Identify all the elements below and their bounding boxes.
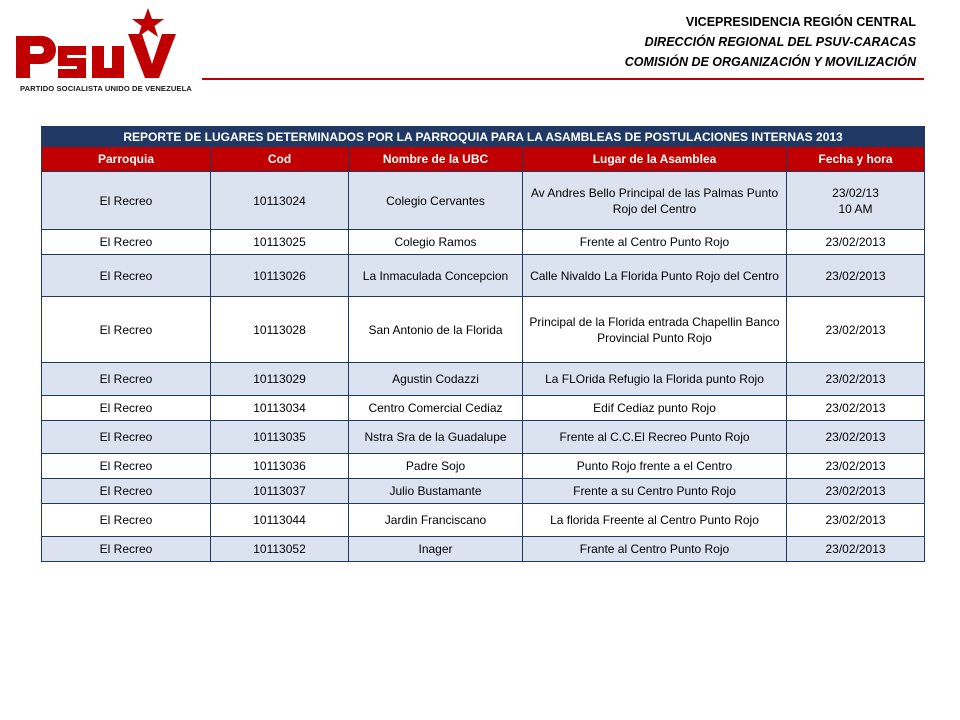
col-header-parroquia: Parroquia bbox=[42, 147, 211, 172]
table-row bbox=[42, 421, 925, 454]
table-title-row bbox=[42, 127, 925, 147]
table-row bbox=[42, 363, 925, 396]
cell-ubc: Colegio Cervantes bbox=[349, 172, 523, 230]
cell-lugar: Edif Cediaz punto Rojo bbox=[523, 396, 787, 421]
cell-lugar: Frante al Centro Punto Rojo bbox=[523, 537, 787, 562]
col-header-cod: Cod bbox=[211, 147, 349, 172]
cell-ubc: Nstra Sra de la Guadalupe bbox=[349, 421, 523, 454]
table-header-row bbox=[42, 147, 925, 172]
cell-parroquia: El Recreo bbox=[42, 504, 211, 537]
header-line-1: VICEPRESIDENCIA REGIÓN CENTRAL bbox=[685, 15, 916, 29]
cell-cod: 10113044 bbox=[211, 504, 349, 537]
cell-fecha-date: 23/02/13 bbox=[832, 185, 879, 200]
cell-lugar: Frente al C.C.El Recreo Punto Rojo bbox=[523, 421, 787, 454]
table-row bbox=[42, 230, 925, 255]
cell-fecha: 23/02/2013 bbox=[787, 255, 925, 297]
star-icon bbox=[132, 8, 164, 37]
cell-cod: 10113037 bbox=[211, 479, 349, 504]
report-table bbox=[41, 126, 925, 562]
cell-fecha: 23/02/2013 bbox=[787, 504, 925, 537]
cell-fecha-hora: 10 AM bbox=[838, 201, 873, 216]
cell-parroquia: El Recreo bbox=[42, 255, 211, 297]
psuv-logo bbox=[14, 6, 194, 96]
table-row bbox=[42, 454, 925, 479]
cell-fecha: 23/02/2013 bbox=[787, 454, 925, 479]
cell-cod: 10113026 bbox=[211, 255, 349, 297]
col-header-lugar: Lugar de la Asamblea bbox=[523, 147, 787, 172]
cell-cod: 10113025 bbox=[211, 230, 349, 255]
cell-parroquia: El Recreo bbox=[42, 421, 211, 454]
cell-parroquia: El Recreo bbox=[42, 172, 211, 230]
cell-lugar: Calle Nivaldo La Florida Punto Rojo del Centro bbox=[523, 255, 787, 297]
col-header-ubc: Nombre de la UBC bbox=[349, 147, 523, 172]
table-row bbox=[42, 479, 925, 504]
cell-ubc: Centro Comercial Cediaz bbox=[349, 396, 523, 421]
cell-cod: 10113036 bbox=[211, 454, 349, 479]
cell-parroquia: El Recreo bbox=[42, 396, 211, 421]
cell-fecha: 23/02/2013 bbox=[787, 421, 925, 454]
cell-fecha: 23/02/2013 bbox=[787, 479, 925, 504]
table-row bbox=[42, 537, 925, 562]
cell-lugar: Punto Rojo frente a el Centro bbox=[523, 454, 787, 479]
cell-parroquia: El Recreo bbox=[42, 363, 211, 396]
table-row bbox=[42, 297, 925, 363]
table-title: REPORTE DE LUGARES DETERMINADOS POR LA PARROQUIA PARA LA ASAMBLEAS DE POSTULACIONES INTERNAS 2013 bbox=[42, 127, 925, 147]
cell-ubc: Inager bbox=[349, 537, 523, 562]
header-line-3: COMISIÓN DE ORGANIZACIÓN Y MOVILIZACIÓN bbox=[624, 55, 916, 69]
cell-lugar: La florida Freente al Centro Punto Rojo bbox=[523, 504, 787, 537]
cell-fecha bbox=[787, 172, 925, 230]
cell-parroquia: El Recreo bbox=[42, 454, 211, 479]
cell-cod: 10113034 bbox=[211, 396, 349, 421]
cell-cod: 10113035 bbox=[211, 421, 349, 454]
cell-cod: 10113028 bbox=[211, 297, 349, 363]
cell-ubc: Jardin Franciscano bbox=[349, 504, 523, 537]
header-line-2: DIRECCIÓN REGIONAL DEL PSUV-CARACAS bbox=[644, 35, 916, 49]
table-row bbox=[42, 255, 925, 297]
cell-fecha: 23/02/2013 bbox=[787, 297, 925, 363]
cell-ubc: Agustin Codazzi bbox=[349, 363, 523, 396]
psuv-logo-mark bbox=[14, 6, 194, 82]
logo-subtitle: PARTIDO SOCIALISTA UNIDO DE VENEZUELA bbox=[20, 84, 192, 93]
cell-fecha: 23/02/2013 bbox=[787, 537, 925, 562]
cell-cod: 10113052 bbox=[211, 537, 349, 562]
cell-parroquia: El Recreo bbox=[42, 537, 211, 562]
col-header-fecha: Fecha y hora bbox=[787, 147, 925, 172]
cell-ubc: La Inmaculada Concepcion bbox=[349, 255, 523, 297]
table-row bbox=[42, 172, 925, 230]
table-row bbox=[42, 504, 925, 537]
cell-fecha: 23/02/2013 bbox=[787, 363, 925, 396]
cell-lugar: Frente al Centro Punto Rojo bbox=[523, 230, 787, 255]
cell-lugar: Av Andres Bello Principal de las Palmas Punto Rojo del Centro bbox=[523, 172, 787, 230]
cell-cod: 10113029 bbox=[211, 363, 349, 396]
cell-parroquia: El Recreo bbox=[42, 479, 211, 504]
cell-lugar: Principal de la Florida entrada Chapellin Banco Provincial Punto Rojo bbox=[523, 297, 787, 363]
cell-ubc: Julio Bustamante bbox=[349, 479, 523, 504]
table-row bbox=[42, 396, 925, 421]
cell-ubc: San Antonio de la Florida bbox=[349, 297, 523, 363]
cell-fecha: 23/02/2013 bbox=[787, 230, 925, 255]
cell-lugar: Frente a su Centro Punto Rojo bbox=[523, 479, 787, 504]
cell-lugar: La FLOrida Refugio la Florida punto Rojo bbox=[523, 363, 787, 396]
cell-parroquia: El Recreo bbox=[42, 230, 211, 255]
header-divider bbox=[202, 78, 924, 80]
cell-fecha: 23/02/2013 bbox=[787, 396, 925, 421]
cell-ubc: Padre Sojo bbox=[349, 454, 523, 479]
cell-ubc: Colegio Ramos bbox=[349, 230, 523, 255]
cell-cod: 10113024 bbox=[211, 172, 349, 230]
cell-parroquia: El Recreo bbox=[42, 297, 211, 363]
header-titles bbox=[625, 12, 916, 72]
